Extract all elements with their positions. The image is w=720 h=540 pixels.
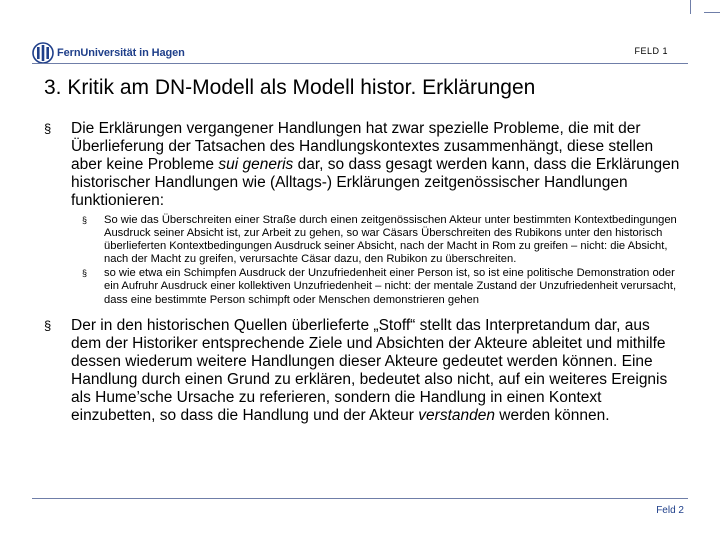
bullet-text: Der in den historischen Quellen überlieferte „Stoff“ stellt das Interpretandum dar, aus dem der Historiker entsprechende Ziele und Absichten der Akteure ableitet und mithilfe dessen wiederum weitere Handlungen dieser Akteure gedeutet werden können. Eine Handlung durch einen Grund zu erklären, bedeutet also nicht, auf ein weiteres Ereignis als Hume’sche Ursache zu referieren, sondern die Handlung in einen Kontext einzubetten, so dass die Handlung und der Akteur [71,316,668,424]
logo-text: FernUniversität in Hagen [57,47,185,59]
sub-bullet-marker: § [82,268,88,279]
footer-divider [32,498,688,499]
page-title: 3. Kritik am DN-Modell als Modell histor. Erklärungen [44,76,536,99]
sub-bullet-text: so wie etwa ein Schimpfen Ausdruck der Unzufriedenheit einer Person ist, so ist eine politische Demonstration oder ein Aufruhr Ausdruck einer kollektiven Unzufriedenheit – nicht: der mentale Zustand der Unzufriedenheit verursacht, dass eine bestimmte Person schimpft oder Menschen demonstrieren gehen [104,267,677,306]
bullet-emphasis: sui generis [218,156,294,173]
header-section-label: FELD 1 [634,46,668,56]
bullet-text: Die Erklärungen vergangener Handlungen hat zwar spezielle Probleme, die mit der Überlieferung der Tatsachen des Handlungskontextes zusammenhängt, diese stellen aber keine Probleme [71,120,654,173]
bullet-marker: § [44,317,52,333]
corner-tick-horizontal [704,12,720,13]
bullet-emphasis: verstanden [418,406,495,424]
sub-bullet-text: So wie das Überschreiten einer Straße durch einen zeitgenössischen Akteur unter bestimmten Kontextbedingungen Ausdruck seiner Absicht ist, zur Arbeit zu gehen, so war Cäsars Überschreiten des Rubikons unter den historisch überlieferten Kontextbedingungen Ausdruck seiner Absicht, nach der Macht in Rom zu greifen – nicht: die Absicht, nach der Macht zu greifen, verursachte Cäsar dazu, den Rubikon zu überschreiten. [104,214,677,266]
bullet-item [44,120,684,307]
bullet-item [44,317,684,425]
university-logo [32,41,185,65]
slide-content [44,120,684,435]
sub-bullet-item [71,267,684,306]
footer-page-label: Feld 2 [656,505,684,516]
university-emblem-icon [32,42,54,64]
bullet-text: dar, so dass gesagt werden kann, dass die Erklärungen historischer Handlungen wie (Alltags-) Erklärungen zeitgenössischer Handlungen funktionieren: [71,156,680,209]
sub-list [71,214,684,307]
corner-tick-vertical [690,0,691,14]
bullet-marker: § [44,121,52,136]
bullet-text: werden können. [494,406,610,424]
sub-bullet-marker: § [82,215,88,225]
sub-bullet-item [71,214,684,266]
header-divider [32,63,688,64]
